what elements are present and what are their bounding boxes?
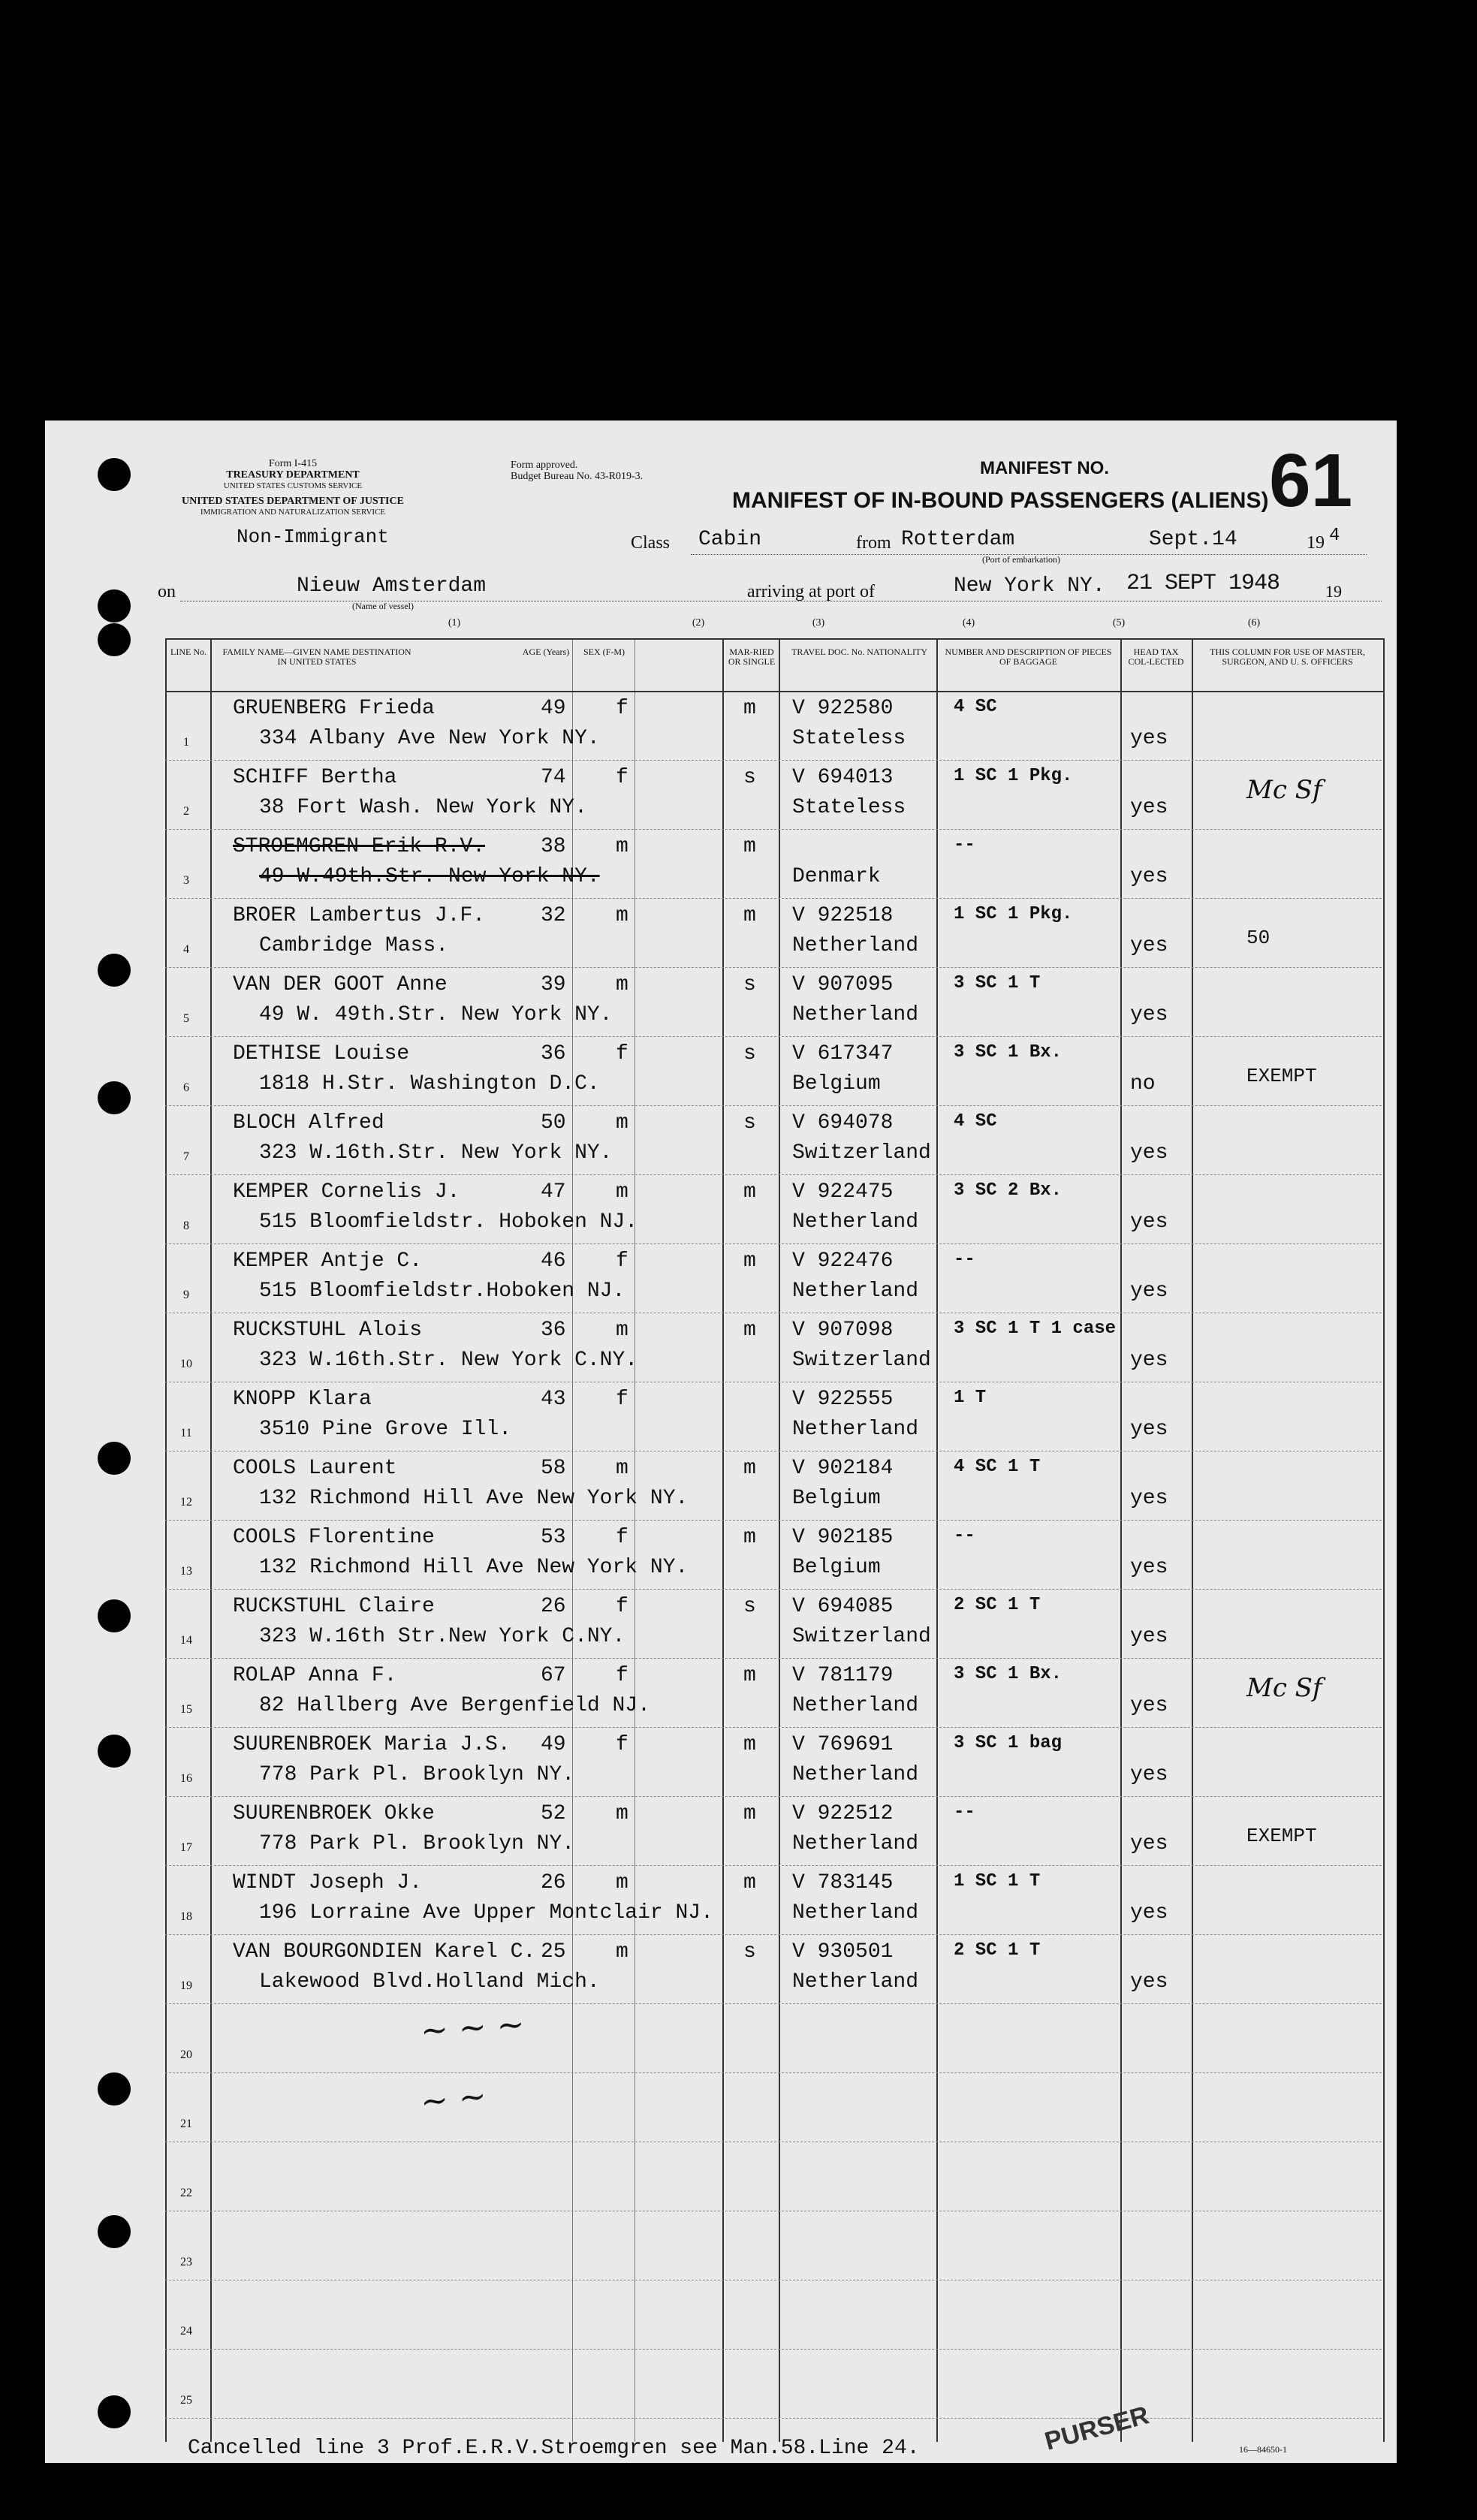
travel-doc-number: V 930501 [792,1940,894,1964]
passenger-marital: m [743,697,756,720]
row-divider [165,1934,1382,1935]
passenger-marital: m [743,1526,756,1549]
passenger-name: WINDT Joseph J. [233,1871,423,1895]
passenger-address: 49 W.49th.Str. New York NY. [259,865,600,888]
line-number: 19 [180,1979,192,1992]
officer-note: 50 [1246,927,1271,949]
punch-hole [98,954,131,987]
nationality: Netherland [792,1901,919,1925]
passenger-address: 196 Lorraine Ave Upper Montclair NJ. [259,1901,713,1925]
passenger-name: STROEMGREN Erik R.V. [233,835,486,858]
line-number: 17 [180,1841,192,1854]
row-divider [165,1589,1382,1590]
purser-stamp: PURSER [1041,2401,1153,2456]
handwritten-signature: ~ ~ ~ [419,2005,526,2051]
nationality: Switzerland [792,1625,931,1648]
nationality: Switzerland [792,1141,931,1165]
handwritten-signature: ~ ~ [418,2076,489,2122]
vessel-label: (Name of vessel) [352,601,414,611]
line-number: 8 [183,1219,189,1232]
passenger-marital: m [743,1457,756,1480]
treasury-dept: TREASURY DEPARTMENT [226,469,360,481]
passenger-marital: s [743,766,756,789]
passenger-address: 132 Richmond Hill Ave New York NY. [259,1556,689,1579]
row-divider [165,1865,1382,1866]
travel-doc-number: V 922518 [792,904,894,927]
head-tax: yes [1130,1556,1168,1579]
passenger-age: 26 [541,1871,566,1895]
passenger-marital: m [743,1871,756,1895]
passenger-name: BROER Lambertus J.F. [233,904,486,927]
travel-doc-number: V 694085 [792,1595,894,1618]
print-code: 16—84650-1 [1239,2444,1287,2455]
row-divider [165,2418,1382,2419]
col-married: MAR-RIED OR SINGLE [728,647,776,667]
passenger-sex: m [616,1940,628,1964]
passenger-name: RUCKSTUHL Claire [233,1595,435,1618]
passenger-age: 25 [541,1940,566,1964]
passenger-address: 1818 H.Str. Washington D.C. [259,1072,600,1096]
passenger-sex: f [616,1249,628,1273]
col-sex: SEX (F-M) [583,647,625,657]
line-number: 4 [183,943,189,956]
passenger-age: 49 [541,697,566,720]
baggage: 3 SC 1 Bx. [954,1664,1063,1684]
baggage: -- [954,835,975,855]
row-divider [165,967,1382,968]
punch-hole [98,1735,131,1768]
nationality: Netherland [792,1763,919,1786]
row-divider [165,1036,1382,1037]
head-tax: yes [1130,1141,1168,1165]
passenger-address: 778 Park Pl. Brooklyn NY. [259,1832,575,1855]
passenger-marital: s [743,1940,756,1964]
passenger-name: DETHISE Louise [233,1042,410,1066]
passenger-sex: m [616,1180,628,1204]
col-num-4: (4) [962,617,975,628]
passenger-marital: s [743,973,756,996]
passenger-name: KEMPER Cornelis J. [233,1180,460,1204]
col-officers: THIS COLUMN FOR USE OF MASTER, SURGEON, AND U. S. OFFICERS [1210,647,1365,667]
line-number: 18 [180,1910,192,1923]
line-number: 16 [180,1772,192,1785]
travel-doc-number: V 922512 [792,1802,894,1825]
baggage: 3 SC 2 Bx. [954,1180,1063,1201]
col-num-5: (5) [1112,617,1126,628]
passenger-sex: f [616,1388,628,1411]
passenger-age: 46 [541,1249,566,1273]
passenger-name: SUURENBROEK Maria J.S. [233,1733,511,1756]
row-divider [165,2072,1382,2073]
passenger-marital: m [743,1802,756,1825]
passenger-marital: m [743,904,756,927]
travel-doc-number: V 922555 [792,1388,894,1411]
baggage: -- [954,1249,975,1270]
col-travel: TRAVEL DOC. No. NATIONALITY [791,647,927,657]
row-divider [165,1174,1382,1175]
head-tax: yes [1130,1280,1168,1303]
line-number: 20 [180,2048,192,2061]
status: Non-Immigrant [237,526,389,548]
passenger-address: 323 W.16th Str.New York C.NY. [259,1625,625,1648]
col-num-6: (6) [1247,617,1261,628]
baggage: 2 SC 1 T [954,1595,1041,1615]
travel-doc-number: V 922476 [792,1249,894,1273]
passenger-age: 36 [541,1042,566,1066]
line-number: 5 [183,1012,189,1025]
row-divider [165,1243,1382,1244]
passenger-marital: s [743,1042,756,1066]
row-divider [165,1520,1382,1521]
vessel-name: Nieuw Amsterdam [297,574,487,598]
travel-doc-number: V 902184 [792,1457,894,1480]
passenger-sex: f [616,1664,628,1687]
baggage: 3 SC 1 T [954,973,1041,993]
passenger-address: 82 Hallberg Ave Bergenfield NJ. [259,1694,650,1717]
line-number: 15 [180,1703,192,1716]
row-divider [165,898,1382,899]
passenger-sex: f [616,1733,628,1756]
line-number: 3 [183,874,189,887]
nationality: Netherland [792,1280,919,1303]
passenger-age: 58 [541,1457,566,1480]
punch-hole [98,2215,131,2248]
row-divider [165,760,1382,761]
col-num-2: (2) [692,617,705,628]
year-prefix: 19 [1307,533,1325,553]
justice-dept: UNITED STATES DEPARTMENT OF JUSTICE [182,496,404,507]
passenger-address: 49 W. 49th.Str. New York NY. [259,1003,613,1026]
passenger-sex: m [616,1457,628,1480]
head-tax: yes [1130,1003,1168,1026]
line-number: 13 [180,1565,192,1578]
head-tax: yes [1130,727,1168,750]
head-tax: yes [1130,1970,1168,1994]
passenger-marital: m [743,835,756,858]
passenger-marital: m [743,1249,756,1273]
form-id: Form I-415 [268,458,318,469]
passenger-sex: m [616,1319,628,1342]
col-num-3: (3) [812,617,825,628]
passenger-name: BLOCH Alfred [233,1111,384,1135]
passenger-address: 38 Fort Wash. New York NY. [259,796,587,819]
passenger-sex: f [616,1042,628,1066]
row-divider [165,2003,1382,2004]
col-name: FAMILY NAME—GIVEN NAME DESTINATION IN UNITED STATES [222,647,411,667]
line-number: 22 [180,2187,192,2199]
passenger-marital: s [743,1111,756,1135]
arrival-date-stamp: 21 SEPT 1948 [1126,571,1280,596]
officer-note: Mc Sf [1246,775,1322,805]
head-tax: yes [1130,796,1168,819]
nationality: Netherland [792,1970,919,1994]
passenger-sex: m [616,1871,628,1895]
passenger-age: 38 [541,835,566,858]
passenger-name: ROLAP Anna F. [233,1664,397,1687]
passenger-age: 50 [541,1111,566,1135]
baggage: 1 T [954,1388,987,1408]
travel-doc-number: V 783145 [792,1871,894,1895]
head-tax: yes [1130,934,1168,957]
head-tax: yes [1130,1210,1168,1234]
passenger-age: 47 [541,1180,566,1204]
passenger-sex: f [616,697,628,720]
class-underline [691,554,1367,555]
manifest-sheet [45,421,1397,2463]
baggage: 3 SC 1 T 1 case [954,1319,1117,1339]
travel-doc-number: V 907095 [792,973,894,996]
baggage: -- [954,1802,975,1822]
passenger-address: 132 Richmond Hill Ave New York NY. [259,1487,689,1510]
customs-service: UNITED STATES CUSTOMS SERVICE [223,481,363,490]
passenger-sex: m [616,835,628,858]
passenger-name: COOLS Laurent [233,1457,397,1480]
row-divider [165,1796,1382,1797]
passenger-name: RUCKSTUHL Alois [233,1319,423,1342]
passenger-address: 3510 Pine Grove Ill. [259,1418,512,1441]
baggage: 4 SC 1 T [954,1457,1041,1477]
passenger-name: COOLS Florentine [233,1526,435,1549]
nationality: Netherland [792,1210,919,1234]
ins-service: IMMIGRATION AND NATURALIZATION SERVICE [200,508,386,517]
passenger-address: Lakewood Blvd.Holland Mich. [259,1970,600,1994]
form-approved: Form approved. [511,460,578,471]
line-number: 23 [180,2256,192,2268]
arriving-label: arriving at port of [747,582,875,601]
baggage: 3 SC 1 Bx. [954,1042,1063,1063]
passenger-age: 74 [541,766,566,789]
officer-note: EXEMPT [1246,1825,1317,1847]
passenger-sex: m [616,1111,628,1135]
line-number: 6 [183,1081,189,1094]
passenger-marital: m [743,1664,756,1687]
baggage: 3 SC 1 bag [954,1733,1063,1753]
travel-doc-number: V 769691 [792,1733,894,1756]
passenger-sex: f [616,766,628,789]
punch-hole [98,589,131,622]
passenger-age: 43 [541,1388,566,1411]
passenger-age: 36 [541,1319,566,1342]
passenger-address: Cambridge Mass. [259,934,449,957]
travel-doc-number: V 907098 [792,1319,894,1342]
passenger-name: KNOPP Klara [233,1388,372,1411]
col-line: LINE No. [170,647,206,657]
budget-bureau: Budget Bureau No. 43-R019-3. [511,471,644,482]
year-suffix: 4 [1329,526,1340,546]
nationality: Netherland [792,1418,919,1441]
passenger-address: 778 Park Pl. Brooklyn NY. [259,1763,575,1786]
passenger-address: 515 Bloomfieldstr.Hoboken NJ. [259,1280,625,1303]
passenger-name: KEMPER Antje C. [233,1249,423,1273]
punch-hole [98,2072,131,2106]
baggage: 4 SC [954,697,997,717]
nationality: Netherland [792,1694,919,1717]
arrival-year-label: 19 [1325,582,1342,601]
punch-hole [98,1081,131,1114]
passenger-marital: s [743,1595,756,1618]
nationality: Stateless [792,727,906,750]
manifest-title: MANIFEST OF IN-BOUND PASSENGERS (ALIENS) [732,488,1269,513]
baggage: -- [954,1526,975,1546]
line-number: 14 [180,1634,192,1647]
travel-doc-number: V 781179 [792,1664,894,1687]
baggage: 2 SC 1 T [954,1940,1041,1961]
date-value: Sept.14 [1149,528,1237,551]
passenger-age: 53 [541,1526,566,1549]
passenger-sex: m [616,973,628,996]
from-value: Rotterdam [901,528,1015,551]
nationality: Netherland [792,1003,919,1026]
punch-hole [98,1599,131,1632]
passenger-name: VAN DER GOOT Anne [233,973,448,996]
head-tax: no [1130,1072,1156,1096]
officer-note: Mc Sf [1246,1673,1322,1703]
head-tax: yes [1130,1763,1168,1786]
travel-doc-number: V 902185 [792,1526,894,1549]
head-tax: yes [1130,865,1168,888]
passenger-age: 49 [541,1733,566,1756]
baggage: 1 SC 1 Pkg. [954,904,1073,924]
footer-note: Cancelled line 3 Prof.E.R.V.Stroemgren see Man.58.Line 24. [188,2437,920,2460]
passenger-address: 323 W.16th.Str. New York NY. [259,1141,613,1165]
passenger-marital: m [743,1733,756,1756]
punch-hole [98,623,131,656]
passenger-marital: m [743,1180,756,1204]
row-divider [165,829,1382,830]
row-divider [165,1727,1382,1728]
passenger-name: SUURENBROEK Okke [233,1802,435,1825]
passenger-age: 32 [541,904,566,927]
passenger-sex: m [616,1802,628,1825]
class-label: Class [631,533,671,553]
head-tax: yes [1130,1487,1168,1510]
baggage: 4 SC [954,1111,997,1132]
class-value: Cabin [698,528,762,551]
head-tax: yes [1130,1832,1168,1855]
port-embark-label: (Port of embarkation) [982,554,1060,565]
row-divider [165,1105,1382,1106]
head-tax: yes [1130,1694,1168,1717]
punch-hole [98,2395,131,2428]
travel-doc-number: V 694078 [792,1111,894,1135]
col-num-1: (1) [448,617,461,628]
passenger-age: 39 [541,973,566,996]
line-number: 1 [183,736,189,749]
passenger-name: SCHIFF Bertha [233,766,397,789]
from-label: from [856,533,891,553]
nationality: Netherland [792,934,919,957]
line-number: 12 [180,1496,192,1509]
head-tax: yes [1130,1625,1168,1648]
line-number: 2 [183,805,189,818]
nationality: Belgium [792,1072,881,1096]
passenger-age: 67 [541,1664,566,1687]
travel-doc-number: V 694013 [792,766,894,789]
line-number: 24 [180,2325,192,2338]
col-baggage: NUMBER AND DESCRIPTION OF PIECES OF BAGGAGE [945,647,1112,667]
nationality: Denmark [792,865,881,888]
passenger-sex: m [616,904,628,927]
head-tax: yes [1130,1418,1168,1441]
line-number: 25 [180,2394,192,2407]
nationality: Stateless [792,796,906,819]
officer-note: EXEMPT [1246,1065,1317,1087]
passenger-age: 26 [541,1595,566,1618]
line-number: 10 [180,1358,192,1370]
passenger-name: GRUENBERG Frieda [233,697,435,720]
passenger-marital: m [743,1319,756,1342]
nationality: Netherland [792,1832,919,1855]
nationality: Belgium [792,1487,881,1510]
baggage: 1 SC 1 Pkg. [954,766,1073,786]
col-age: AGE (Years) [522,647,570,657]
punch-hole [98,1442,131,1475]
passenger-sex: f [616,1595,628,1618]
passenger-address: 515 Bloomfieldstr. Hoboken NJ. [259,1210,638,1234]
line-number: 7 [183,1150,189,1163]
head-tax: yes [1130,1349,1168,1372]
passenger-age: 52 [541,1802,566,1825]
nationality: Switzerland [792,1349,931,1372]
line-number: 9 [183,1289,189,1301]
passenger-sex: f [616,1526,628,1549]
row-divider [165,1658,1382,1659]
manifest-number: 61 [1269,439,1353,523]
baggage: 1 SC 1 T [954,1871,1041,1892]
nationality: Belgium [792,1556,881,1579]
passenger-name: VAN BOURGONDIEN Karel C. [233,1940,536,1964]
arrival-port: New York NY. [954,574,1105,598]
col-headtax: HEAD TAX COL-LECTED [1128,647,1184,667]
travel-doc-number: V 922580 [792,697,894,720]
travel-doc-number: V 617347 [792,1042,894,1066]
line-number: 21 [180,2118,192,2130]
line-number: 11 [180,1427,192,1439]
punch-hole [98,458,131,491]
passenger-address: 334 Albany Ave New York NY. [259,727,600,750]
head-tax: yes [1130,1901,1168,1925]
travel-doc-number: V 922475 [792,1180,894,1204]
passenger-address: 323 W.16th.Str. New York C.NY. [259,1349,638,1372]
on-label: on [158,582,176,601]
row-divider [165,2349,1382,2350]
manifest-label: MANIFEST NO. [980,458,1109,478]
